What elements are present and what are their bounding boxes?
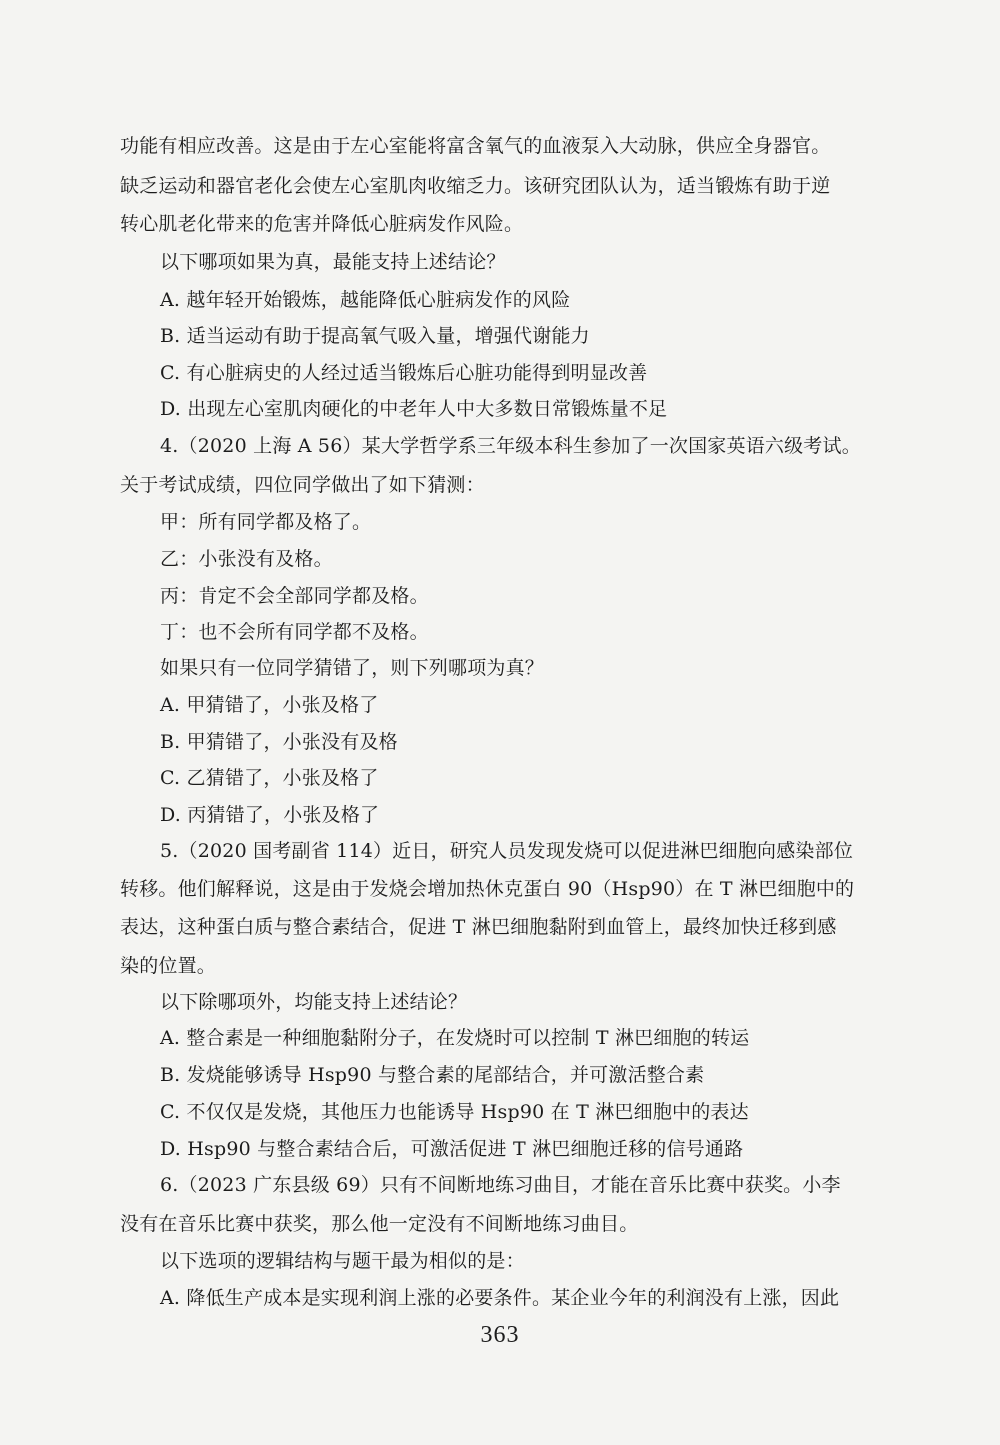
intro-question: 以下哪项如果为真，最能支持上述结论？ bbox=[160, 251, 506, 273]
q4-option-d: D. 丙猜错了，小张及格了 bbox=[160, 804, 380, 826]
q4-option-b: B. 甲猜错了，小张没有及格 bbox=[160, 731, 398, 753]
q5-line-4: 染的位置。 bbox=[120, 955, 217, 977]
q4-line-2: 关于考试成绩，四位同学做出了如下猜测： bbox=[120, 474, 485, 496]
intro-line-3: 转心肌老化带来的危害并降低心脏病发作风险。 bbox=[120, 213, 524, 235]
q5-option-a: A. 整合素是一种细胞黏附分子，在发烧时可以控制 T 淋巴细胞的转运 bbox=[160, 1027, 750, 1049]
q6-question: 以下选项的逻辑结构与题干最为相似的是： bbox=[160, 1250, 525, 1272]
intro-line-2: 缺乏运动和器官老化会使左心室肌肉收缩乏力。该研究团队认为，适当锻炼有助于逆 bbox=[120, 175, 831, 197]
q5-line-2: 转移。他们解释说，这是由于发烧会增加热休克蛋白 90（Hsp90）在 T 淋巴细胞中的 bbox=[120, 878, 855, 900]
q5-option-b: B. 发烧能够诱导 Hsp90 与整合素的尾部结合，并可激活整合素 bbox=[160, 1064, 705, 1086]
q5-option-d: D. Hsp90 与整合素结合后，可激活促进 T 淋巴细胞迁移的信号通路 bbox=[160, 1138, 744, 1160]
q6-line-2: 没有在音乐比赛中获奖，那么他一定没有不间断地练习曲目。 bbox=[120, 1213, 639, 1235]
q4-option-c: C. 乙猜错了，小张及格了 bbox=[160, 767, 379, 789]
q6-option-a: A. 降低生产成本是实现利润上涨的必要条件。某企业今年的利润没有上涨，因此 bbox=[160, 1287, 840, 1309]
q4-option-a: A. 甲猜错了，小张及格了 bbox=[160, 694, 379, 716]
q4-guess-yi: 乙：小张没有及格。 bbox=[160, 548, 333, 570]
q4-line-1: 4.（2020 上海 A 56）某大学哲学系三年级本科生参加了一次国家英语六级考试。 bbox=[160, 435, 861, 457]
q5-line-1: 5.（2020 国考副省 114）近日，研究人员发现发烧可以促进淋巴细胞向感染部位 bbox=[160, 840, 854, 862]
q5-question: 以下除哪项外，均能支持上述结论？ bbox=[160, 991, 468, 1013]
intro-option-a: A. 越年轻开始锻炼，越能降低心脏病发作的风险 bbox=[160, 289, 571, 311]
intro-option-b: B. 适当运动有助于提高氧气吸入量，增强代谢能力 bbox=[160, 325, 590, 347]
intro-line-1: 功能有相应改善。这是由于左心室能将富含氧气的血液泵入大动脉，供应全身器官。 bbox=[120, 135, 831, 157]
q5-line-3: 表达，这种蛋白质与整合素结合，促进 T 淋巴细胞黏附到血管上，最终加快迁移到感 bbox=[120, 916, 837, 938]
q5-option-c: C. 不仅仅是发烧，其他压力也能诱导 Hsp90 在 T 淋巴细胞中的表达 bbox=[160, 1101, 749, 1123]
q4-guess-bing: 丙：肯定不会全部同学都及格。 bbox=[160, 585, 429, 607]
q4-guess-jia: 甲：所有同学都及格了。 bbox=[160, 511, 372, 533]
intro-option-c: C. 有心脏病史的人经过适当锻炼后心脏功能得到明显改善 bbox=[160, 362, 648, 384]
intro-option-d: D. 出现左心室肌肉硬化的中老年人中大多数日常锻炼量不足 bbox=[160, 398, 668, 420]
q4-question: 如果只有一位同学猜错了，则下列哪项为真？ bbox=[160, 657, 545, 679]
q6-line-1: 6.（2023 广东县级 69）只有不间断地练习曲目，才能在音乐比赛中获奖。小李 bbox=[160, 1174, 841, 1196]
q4-guess-ding: 丁：也不会所有同学都不及格。 bbox=[160, 621, 429, 643]
page-number: 363 bbox=[480, 1322, 520, 1348]
